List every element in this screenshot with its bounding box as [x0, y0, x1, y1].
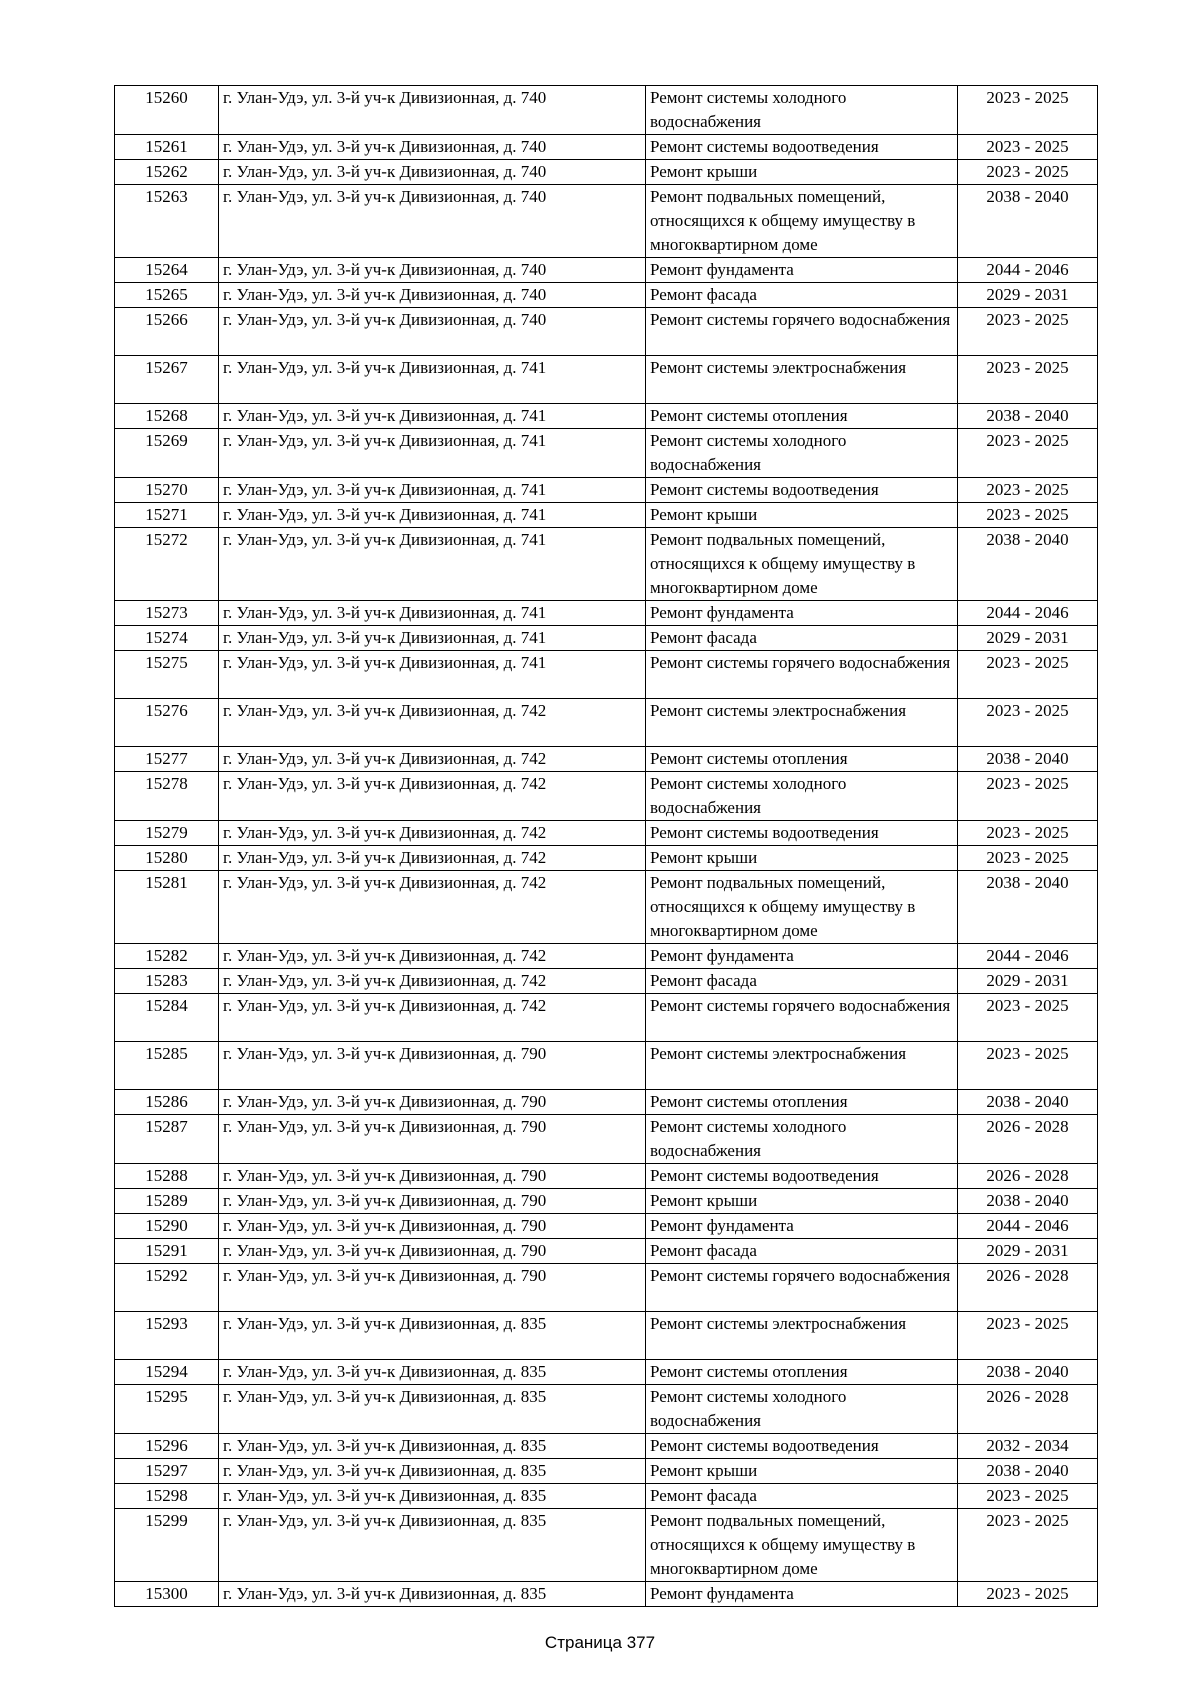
table-row — [115, 404, 1098, 429]
table-row — [115, 478, 1098, 503]
address-cell: г. Улан-Удэ, ул. 3-й уч-к Дивизионная, д. 742 — [219, 772, 646, 821]
work-type-cell: Ремонт фасада — [646, 1239, 958, 1264]
row-number-cell: 15261 — [115, 135, 219, 160]
address-cell: г. Улан-Удэ, ул. 3-й уч-к Дивизионная, д. 790 — [219, 1214, 646, 1239]
period-cell: 2029 - 2031 — [958, 969, 1098, 994]
row-number-cell: 15284 — [115, 994, 219, 1042]
address-cell: г. Улан-Удэ, ул. 3-й уч-к Дивизионная, д. 741 — [219, 503, 646, 528]
address-cell: г. Улан-Удэ, ул. 3-й уч-к Дивизионная, д. 742 — [219, 944, 646, 969]
period-cell: 2023 - 2025 — [958, 429, 1098, 478]
work-type-cell: Ремонт системы электроснабжения — [646, 699, 958, 747]
row-number-cell: 15283 — [115, 969, 219, 994]
period-cell: 2038 - 2040 — [958, 185, 1098, 258]
table-row — [115, 528, 1098, 601]
work-type-cell: Ремонт системы водоотведения — [646, 1164, 958, 1189]
row-number-cell: 15277 — [115, 747, 219, 772]
row-number-cell: 15279 — [115, 821, 219, 846]
table-row — [115, 651, 1098, 699]
row-number-cell: 15291 — [115, 1239, 219, 1264]
table-body — [115, 86, 1098, 1607]
table-row — [115, 1582, 1098, 1607]
address-cell: г. Улан-Удэ, ул. 3-й уч-к Дивизионная, д. 740 — [219, 283, 646, 308]
row-number-cell: 15281 — [115, 871, 219, 944]
work-type-cell: Ремонт фундамента — [646, 601, 958, 626]
row-number-cell: 15269 — [115, 429, 219, 478]
period-cell: 2023 - 2025 — [958, 160, 1098, 185]
address-cell: г. Улан-Удэ, ул. 3-й уч-к Дивизионная, д. 740 — [219, 185, 646, 258]
period-cell: 2023 - 2025 — [958, 1582, 1098, 1607]
table-row — [115, 1434, 1098, 1459]
table-row — [115, 308, 1098, 356]
work-type-cell: Ремонт системы водоотведения — [646, 135, 958, 160]
period-cell: 2023 - 2025 — [958, 1042, 1098, 1090]
address-cell: г. Улан-Удэ, ул. 3-й уч-к Дивизионная, д. 835 — [219, 1509, 646, 1582]
table-row — [115, 429, 1098, 478]
address-cell: г. Улан-Удэ, ул. 3-й уч-к Дивизионная, д. 742 — [219, 699, 646, 747]
row-number-cell: 15267 — [115, 356, 219, 404]
row-number-cell: 15296 — [115, 1434, 219, 1459]
work-type-cell: Ремонт подвальных помещений, относящихся к общему имуществу в многоквартирном доме — [646, 185, 958, 258]
table-row — [115, 1042, 1098, 1090]
row-number-cell: 15264 — [115, 258, 219, 283]
work-type-cell: Ремонт фасада — [646, 1484, 958, 1509]
address-cell: г. Улан-Удэ, ул. 3-й уч-к Дивизионная, д. 742 — [219, 747, 646, 772]
table-row — [115, 160, 1098, 185]
period-cell: 2026 - 2028 — [958, 1115, 1098, 1164]
table-row — [115, 258, 1098, 283]
table-row — [115, 1509, 1098, 1582]
address-cell: г. Улан-Удэ, ул. 3-й уч-к Дивизионная, д. 742 — [219, 821, 646, 846]
row-number-cell: 15278 — [115, 772, 219, 821]
row-number-cell: 15266 — [115, 308, 219, 356]
address-cell: г. Улан-Удэ, ул. 3-й уч-к Дивизионная, д. 790 — [219, 1115, 646, 1164]
address-cell: г. Улан-Удэ, ул. 3-й уч-к Дивизионная, д. 740 — [219, 308, 646, 356]
work-type-cell: Ремонт системы отопления — [646, 747, 958, 772]
row-number-cell: 15265 — [115, 283, 219, 308]
period-cell: 2023 - 2025 — [958, 135, 1098, 160]
work-type-cell: Ремонт системы отопления — [646, 404, 958, 429]
row-number-cell: 15290 — [115, 1214, 219, 1239]
table-row — [115, 86, 1098, 135]
work-type-cell: Ремонт системы холодного водоснабжения — [646, 86, 958, 135]
address-cell: г. Улан-Удэ, ул. 3-й уч-к Дивизионная, д. 741 — [219, 429, 646, 478]
work-type-cell: Ремонт крыши — [646, 1459, 958, 1484]
work-type-cell: Ремонт фундамента — [646, 1582, 958, 1607]
period-cell: 2038 - 2040 — [958, 1360, 1098, 1385]
row-number-cell: 15280 — [115, 846, 219, 871]
table-row — [115, 1115, 1098, 1164]
table-row — [115, 135, 1098, 160]
work-type-cell: Ремонт фундамента — [646, 258, 958, 283]
work-type-cell: Ремонт системы холодного водоснабжения — [646, 772, 958, 821]
period-cell: 2023 - 2025 — [958, 846, 1098, 871]
table-row — [115, 1459, 1098, 1484]
address-cell: г. Улан-Удэ, ул. 3-й уч-к Дивизионная, д. 835 — [219, 1360, 646, 1385]
work-type-cell: Ремонт фасада — [646, 626, 958, 651]
address-cell: г. Улан-Удэ, ул. 3-й уч-к Дивизионная, д. 742 — [219, 994, 646, 1042]
table-row — [115, 503, 1098, 528]
address-cell: г. Улан-Удэ, ул. 3-й уч-к Дивизионная, д. 741 — [219, 404, 646, 429]
row-number-cell: 15289 — [115, 1189, 219, 1214]
period-cell: 2023 - 2025 — [958, 503, 1098, 528]
period-cell: 2023 - 2025 — [958, 356, 1098, 404]
address-cell: г. Улан-Удэ, ул. 3-й уч-к Дивизионная, д. 835 — [219, 1459, 646, 1484]
work-type-cell: Ремонт системы электроснабжения — [646, 1312, 958, 1360]
address-cell: г. Улан-Удэ, ул. 3-й уч-к Дивизионная, д. 790 — [219, 1090, 646, 1115]
row-number-cell: 15300 — [115, 1582, 219, 1607]
period-cell: 2023 - 2025 — [958, 1484, 1098, 1509]
period-cell: 2026 - 2028 — [958, 1385, 1098, 1434]
work-type-cell: Ремонт системы электроснабжения — [646, 356, 958, 404]
table-row — [115, 185, 1098, 258]
address-cell: г. Улан-Удэ, ул. 3-й уч-к Дивизионная, д. 835 — [219, 1385, 646, 1434]
address-cell: г. Улан-Удэ, ул. 3-й уч-к Дивизионная, д. 790 — [219, 1164, 646, 1189]
row-number-cell: 15286 — [115, 1090, 219, 1115]
period-cell: 2029 - 2031 — [958, 626, 1098, 651]
address-cell: г. Улан-Удэ, ул. 3-й уч-к Дивизионная, д. 741 — [219, 356, 646, 404]
row-number-cell: 15268 — [115, 404, 219, 429]
address-cell: г. Улан-Удэ, ул. 3-й уч-к Дивизионная, д. 741 — [219, 601, 646, 626]
table-row — [115, 626, 1098, 651]
work-type-cell: Ремонт системы горячего водоснабжения — [646, 1264, 958, 1312]
address-cell: г. Улан-Удэ, ул. 3-й уч-к Дивизионная, д. 740 — [219, 160, 646, 185]
table-row — [115, 1090, 1098, 1115]
address-cell: г. Улан-Удэ, ул. 3-й уч-к Дивизионная, д. 741 — [219, 626, 646, 651]
address-cell: г. Улан-Удэ, ул. 3-й уч-к Дивизионная, д. 835 — [219, 1312, 646, 1360]
row-number-cell: 15295 — [115, 1385, 219, 1434]
work-type-cell: Ремонт системы горячего водоснабжения — [646, 308, 958, 356]
row-number-cell: 15273 — [115, 601, 219, 626]
address-cell: г. Улан-Удэ, ул. 3-й уч-к Дивизионная, д. 790 — [219, 1042, 646, 1090]
address-cell: г. Улан-Удэ, ул. 3-й уч-к Дивизионная, д. 740 — [219, 258, 646, 283]
table-row — [115, 1264, 1098, 1312]
row-number-cell: 15297 — [115, 1459, 219, 1484]
period-cell: 2023 - 2025 — [958, 1509, 1098, 1582]
period-cell: 2023 - 2025 — [958, 86, 1098, 135]
row-number-cell: 15299 — [115, 1509, 219, 1582]
work-type-cell: Ремонт системы отопления — [646, 1090, 958, 1115]
address-cell: г. Улан-Удэ, ул. 3-й уч-к Дивизионная, д. 835 — [219, 1582, 646, 1607]
period-cell: 2023 - 2025 — [958, 478, 1098, 503]
work-type-cell: Ремонт системы холодного водоснабжения — [646, 429, 958, 478]
work-type-cell: Ремонт системы горячего водоснабжения — [646, 651, 958, 699]
table-row — [115, 283, 1098, 308]
table-row — [115, 1189, 1098, 1214]
table-row — [115, 969, 1098, 994]
address-cell: г. Улан-Удэ, ул. 3-й уч-к Дивизионная, д. 790 — [219, 1239, 646, 1264]
period-cell: 2026 - 2028 — [958, 1264, 1098, 1312]
work-type-cell: Ремонт системы электроснабжения — [646, 1042, 958, 1090]
period-cell: 2023 - 2025 — [958, 699, 1098, 747]
table-row — [115, 772, 1098, 821]
address-cell: г. Улан-Удэ, ул. 3-й уч-к Дивизионная, д. 835 — [219, 1484, 646, 1509]
period-cell: 2023 - 2025 — [958, 821, 1098, 846]
period-cell: 2029 - 2031 — [958, 1239, 1098, 1264]
work-type-cell: Ремонт системы горячего водоснабжения — [646, 994, 958, 1042]
work-type-cell: Ремонт системы водоотведения — [646, 478, 958, 503]
row-number-cell: 15285 — [115, 1042, 219, 1090]
period-cell: 2038 - 2040 — [958, 1459, 1098, 1484]
period-cell: 2023 - 2025 — [958, 772, 1098, 821]
table-row — [115, 821, 1098, 846]
table-row — [115, 994, 1098, 1042]
address-cell: г. Улан-Удэ, ул. 3-й уч-к Дивизионная, д. 790 — [219, 1264, 646, 1312]
address-cell: г. Улан-Удэ, ул. 3-й уч-к Дивизионная, д. 790 — [219, 1189, 646, 1214]
table-row — [115, 846, 1098, 871]
table-row — [115, 601, 1098, 626]
work-type-cell: Ремонт подвальных помещений, относящихся к общему имуществу в многоквартирном доме — [646, 528, 958, 601]
row-number-cell: 15274 — [115, 626, 219, 651]
work-type-cell: Ремонт крыши — [646, 503, 958, 528]
table-row — [115, 699, 1098, 747]
row-number-cell: 15272 — [115, 528, 219, 601]
table-row — [115, 1164, 1098, 1189]
address-cell: г. Улан-Удэ, ул. 3-й уч-к Дивизионная, д. 741 — [219, 478, 646, 503]
row-number-cell: 15293 — [115, 1312, 219, 1360]
row-number-cell: 15288 — [115, 1164, 219, 1189]
period-cell: 2038 - 2040 — [958, 404, 1098, 429]
row-number-cell: 15294 — [115, 1360, 219, 1385]
period-cell: 2038 - 2040 — [958, 1090, 1098, 1115]
work-type-cell: Ремонт системы холодного водоснабжения — [646, 1385, 958, 1434]
work-type-cell: Ремонт крыши — [646, 846, 958, 871]
period-cell: 2038 - 2040 — [958, 1189, 1098, 1214]
work-type-cell: Ремонт крыши — [646, 1189, 958, 1214]
work-type-cell: Ремонт подвальных помещений, относящихся к общему имуществу в многоквартирном доме — [646, 871, 958, 944]
table-row — [115, 747, 1098, 772]
work-type-cell: Ремонт системы холодного водоснабжения — [646, 1115, 958, 1164]
row-number-cell: 15298 — [115, 1484, 219, 1509]
row-number-cell: 15287 — [115, 1115, 219, 1164]
period-cell: 2023 - 2025 — [958, 308, 1098, 356]
address-cell: г. Улан-Удэ, ул. 3-й уч-к Дивизионная, д. 742 — [219, 846, 646, 871]
repair-schedule-table — [114, 85, 1098, 1607]
row-number-cell: 15282 — [115, 944, 219, 969]
row-number-cell: 15270 — [115, 478, 219, 503]
row-number-cell: 15275 — [115, 651, 219, 699]
table-row — [115, 1239, 1098, 1264]
table-row — [115, 1214, 1098, 1239]
row-number-cell: 15276 — [115, 699, 219, 747]
period-cell: 2026 - 2028 — [958, 1164, 1098, 1189]
work-type-cell: Ремонт системы водоотведения — [646, 1434, 958, 1459]
work-type-cell: Ремонт фасада — [646, 283, 958, 308]
period-cell: 2044 - 2046 — [958, 1214, 1098, 1239]
work-type-cell: Ремонт фундамента — [646, 1214, 958, 1239]
address-cell: г. Улан-Удэ, ул. 3-й уч-к Дивизионная, д. 742 — [219, 969, 646, 994]
table-row — [115, 1312, 1098, 1360]
period-cell: 2023 - 2025 — [958, 1312, 1098, 1360]
work-type-cell: Ремонт фундамента — [646, 944, 958, 969]
work-type-cell: Ремонт системы отопления — [646, 1360, 958, 1385]
table-row — [115, 1385, 1098, 1434]
work-type-cell: Ремонт фасада — [646, 969, 958, 994]
row-number-cell: 15271 — [115, 503, 219, 528]
table-row — [115, 871, 1098, 944]
address-cell: г. Улан-Удэ, ул. 3-й уч-к Дивизионная, д. 741 — [219, 651, 646, 699]
work-type-cell: Ремонт крыши — [646, 160, 958, 185]
row-number-cell: 15263 — [115, 185, 219, 258]
table-row — [115, 944, 1098, 969]
period-cell: 2032 - 2034 — [958, 1434, 1098, 1459]
period-cell: 2029 - 2031 — [958, 283, 1098, 308]
address-cell: г. Улан-Удэ, ул. 3-й уч-к Дивизионная, д. 740 — [219, 135, 646, 160]
period-cell: 2038 - 2040 — [958, 747, 1098, 772]
address-cell: г. Улан-Удэ, ул. 3-й уч-к Дивизионная, д. 835 — [219, 1434, 646, 1459]
period-cell: 2044 - 2046 — [958, 258, 1098, 283]
address-cell: г. Улан-Удэ, ул. 3-й уч-к Дивизионная, д. 742 — [219, 871, 646, 944]
work-type-cell: Ремонт подвальных помещений, относящихся к общему имуществу в многоквартирном доме — [646, 1509, 958, 1582]
work-type-cell: Ремонт системы водоотведения — [646, 821, 958, 846]
page-number: Страница 377 — [544, 1633, 656, 1652]
period-cell: 2023 - 2025 — [958, 994, 1098, 1042]
address-cell: г. Улан-Удэ, ул. 3-й уч-к Дивизионная, д. 741 — [219, 528, 646, 601]
row-number-cell: 15260 — [115, 86, 219, 135]
period-cell: 2044 - 2046 — [958, 601, 1098, 626]
row-number-cell: 15262 — [115, 160, 219, 185]
table-row — [115, 1360, 1098, 1385]
period-cell: 2038 - 2040 — [958, 528, 1098, 601]
table-row — [115, 356, 1098, 404]
period-cell: 2044 - 2046 — [958, 944, 1098, 969]
table-row — [115, 1484, 1098, 1509]
address-cell: г. Улан-Удэ, ул. 3-й уч-к Дивизионная, д. 740 — [219, 86, 646, 135]
period-cell: 2023 - 2025 — [958, 651, 1098, 699]
row-number-cell: 15292 — [115, 1264, 219, 1312]
period-cell: 2038 - 2040 — [958, 871, 1098, 944]
